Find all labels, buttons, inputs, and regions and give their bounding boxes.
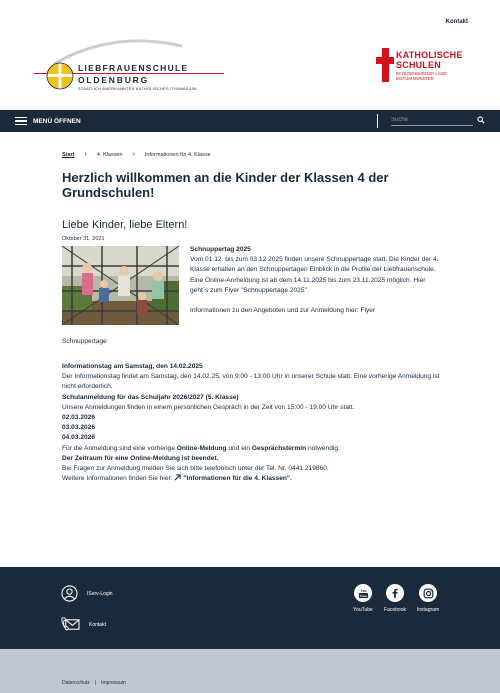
breadcrumb-current: Informationen für 4. Klasse (144, 151, 211, 158)
contact-phone-icon (61, 616, 80, 633)
impressum-link[interactable]: Impressum (101, 680, 126, 686)
search-area (377, 114, 485, 128)
school-logo-line3: STAATLICH ANERKANNTES KATHOLISCHES GYMNASIUM (78, 86, 197, 91)
facebook-label: Facebook (384, 607, 406, 613)
school-logo-line2: OLDENBURG (78, 75, 149, 85)
online-meldung-text: Für die Anmeldung sind eine vorherige Online-Meldung und ein Gesprächstermin notwendig. (62, 444, 340, 452)
separator: | (94, 680, 97, 686)
header (0, 0, 500, 110)
infotag-text: Der Informationstag findet am Samstag, den 14.02.25, von 9:00 - 13:00 Uhr in unserer Schule statt. Eine vorherige Anmeldung ist nicht erforderlich. (62, 373, 440, 391)
flyer-info-cont: Schnuppertage (62, 338, 107, 345)
breadcrumb-4-klassen[interactable]: 4. Klassen (96, 151, 123, 158)
facebook-icon (390, 588, 400, 598)
instagram-label: Instagram (416, 607, 440, 613)
anmeldung-heading: Schulanmeldung für das Schuljahr 2026/2027 (5. Klasse) (62, 393, 239, 401)
infotag-heading: Informationstag am Samstag, den 14.02.2025 (62, 363, 203, 370)
user-icon (61, 585, 78, 602)
bottom-bar (0, 649, 500, 693)
youtube-label: YouTube (353, 607, 373, 613)
partner-logo-line1: KATHOLISCHE (396, 50, 463, 60)
iserv-label: IServ-Login (87, 590, 113, 597)
breadcrumb-start[interactable]: Start (62, 151, 75, 158)
anmeldung-text: Unsere Anmeldungen finden in einem persönlichen Gespräch in der Zeit von 15:00 - 19:00 Uhr statt. (62, 403, 355, 411)
iserv-login-link[interactable] (61, 585, 113, 602)
legal-links (62, 680, 126, 686)
partner-logo-line3: IM OLDENBURGER LAND (396, 71, 447, 76)
svg-text:You: You (360, 588, 366, 593)
instagram-icon (423, 588, 434, 599)
partner-logo-line4: BISTUM MÜNSTER (396, 76, 434, 81)
external-link-arrow-icon (174, 474, 181, 481)
nav-bar (0, 110, 500, 132)
info-4-klassen-link[interactable]: "Informationen für die 4. Klassen". (183, 475, 292, 483)
footer-kontakt-link[interactable] (61, 616, 106, 633)
article-title: Liebe Kinder, liebe Eltern! (62, 219, 188, 231)
info-section (62, 362, 442, 484)
page-title: Herzlich willkommen an die Kinder der Klassen 4 der Grundschulen! (62, 170, 389, 200)
footer (0, 567, 500, 649)
article-date: Oktober 31, 2021 (62, 236, 105, 242)
school-logo[interactable] (32, 38, 227, 94)
cross-icon (376, 48, 394, 82)
search-input[interactable] (391, 115, 473, 126)
datenschutz-link[interactable]: Datenschutz (62, 680, 90, 686)
zeitraum-text: Der Zeitraum für eine Online-Meldung ist beendet. (62, 454, 219, 462)
telefon-text: Bei Fragen zur Anmeldung melden Sie sich bitte telefonisch unter der Tel. Nr. 0441 219860. (62, 465, 329, 473)
article-photo (62, 246, 179, 325)
date-item: 02.03.2026 (62, 414, 96, 422)
schnuppertag-anmeldung: Eine Online-Anmeldung ist ab dem 14.11.2025 bis zum 23.11.2025 möglich. Hier geht´s zum Flyer "Schnuppertage 2025" (190, 276, 426, 294)
partner-logo[interactable] (376, 48, 476, 84)
schnuppertag-section (190, 245, 440, 316)
svg-text:Tube: Tube (359, 593, 367, 598)
search-icon[interactable] (477, 116, 485, 124)
chevron-right-icon: › (132, 151, 135, 158)
schnuppertag-text: Vom 01.12. bis zum 03.12.2025 finden unsere Schnuppertage statt. Die Kinder der 4. Klasse erhalten an den Schnuppertagen Einblick in die Profile der Liebfrauenschule. (190, 256, 439, 274)
footer-kontakt-label: Kontakt (89, 621, 106, 628)
kontakt-link[interactable]: Kontakt (445, 19, 468, 25)
breadcrumb (62, 151, 211, 158)
menu-label: MENÜ ÖFFNEN (33, 117, 81, 125)
instagram-link[interactable] (408, 584, 448, 613)
chevron-right-icon: › (84, 151, 87, 158)
menu-open-button[interactable] (15, 115, 81, 127)
hamburger-icon (15, 117, 27, 126)
youtube-icon (358, 588, 369, 599)
date-item: 03.03.2026 (62, 424, 96, 432)
school-logo-line1: LIEBFRAUENSCHULE (78, 63, 189, 73)
flyer-info: Informationen zu den Angeboten und zur Anmeldung hier: Flyer (190, 307, 376, 315)
date-item: 04.03.2026 (62, 434, 96, 442)
weitere-info: Weitere Informationen finden Sie hier: "Informationen für die 4. Klassen". (62, 475, 292, 483)
partner-logo-line2: SCHULEN (396, 60, 441, 70)
schnuppertag-heading: Schnuppertag 2025 (190, 246, 251, 253)
